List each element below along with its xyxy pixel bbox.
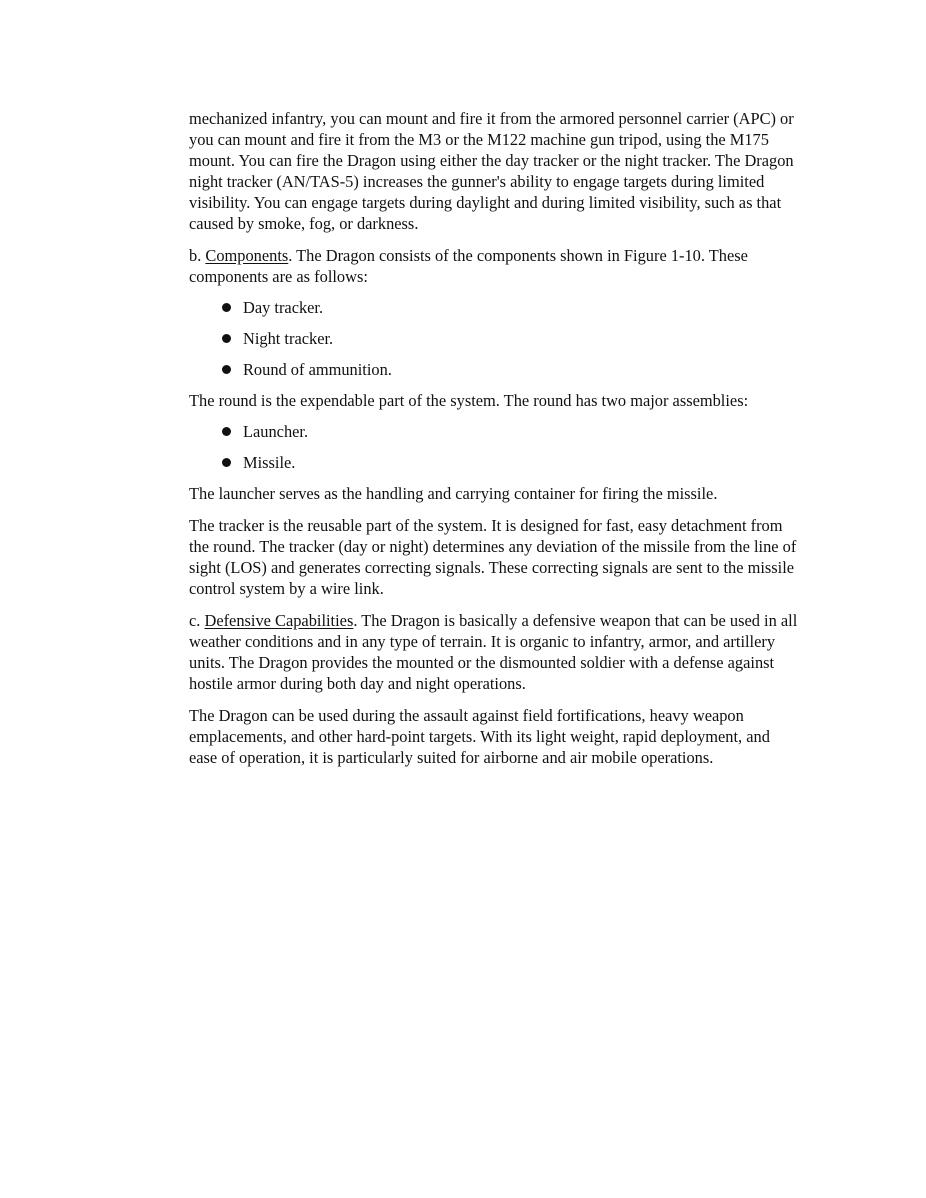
document-page <box>189 108 801 779</box>
bullet-icon <box>222 427 231 436</box>
paragraph-assault-use: The Dragon can be used during the assault against field fortifications, heavy weapon emplacements, and other hard-point targets. With its light weight, rapid deployment, and ease of operation, it is particularly suited for airborne and air mobile operations. <box>189 706 770 767</box>
paragraph-mechanized-infantry: mechanized infantry, you can mount and fire it from the armored personnel carrier (APC) or you can mount and fire it from the M3 or the M122 machine gun tripod, using the M175 mount. You can fire the Dragon using either the day tracker or the night tracker. The Dragon night tracker (AN/TAS-5) increases the gunner's ability to engage targets during limited visibility. You can engage targets during daylight and during limited visibility, such as that caused by smoke, fog, or darkness. <box>189 109 794 233</box>
section-marker: c. <box>189 611 205 630</box>
list-item-text: Day tracker. <box>243 298 324 317</box>
list-item-text: Launcher. <box>243 422 309 441</box>
paragraph-tracker: The tracker is the reusable part of the system. It is designed for fast, easy detachment from the round. The tracker (day or night) determines any deviation of the missile from the line of sight (LOS) and generates correcting signals. These correcting signals are sent to the missile control system by a wire link. <box>189 516 797 598</box>
paragraph-round: The round is the expendable part of the system. The round has two major assemblies: <box>189 391 749 410</box>
bullet-icon <box>222 365 231 374</box>
section-heading-defensive-capabilities: Defensive Capabilities <box>204 611 354 630</box>
list-item <box>189 328 801 349</box>
defensive-capabilities-text: . The Dragon is basically a defensive weapon that can be used in all weather conditions and in any type of terrain. It is organic to infantry, armor, and artillery units. The Dragon provides the mounted or the dismounted soldier with a defense against hostile armor during both day and night operations. <box>189 611 798 693</box>
section-marker: b. <box>189 246 206 265</box>
components-text: . The Dragon consists of the components shown in Figure 1-10. These components are as follows: <box>189 246 748 286</box>
list-item-text: Night tracker. <box>243 329 334 348</box>
list-item-text: Round of ammunition. <box>243 360 392 379</box>
list-item-text: Missile. <box>243 453 296 472</box>
paragraph-defensive-capabilities <box>189 610 801 694</box>
paragraph-launcher: The launcher serves as the handling and carrying container for firing the missile. <box>189 484 718 503</box>
list-item <box>189 452 801 473</box>
list-item <box>189 421 801 442</box>
section-heading-components: Components <box>205 246 289 265</box>
components-list <box>189 297 801 380</box>
list-item <box>189 359 801 380</box>
assemblies-list <box>189 421 801 473</box>
bullet-icon <box>222 458 231 467</box>
bullet-icon <box>222 334 231 343</box>
paragraph-components <box>189 245 801 287</box>
list-item <box>189 297 801 318</box>
bullet-icon <box>222 303 231 312</box>
